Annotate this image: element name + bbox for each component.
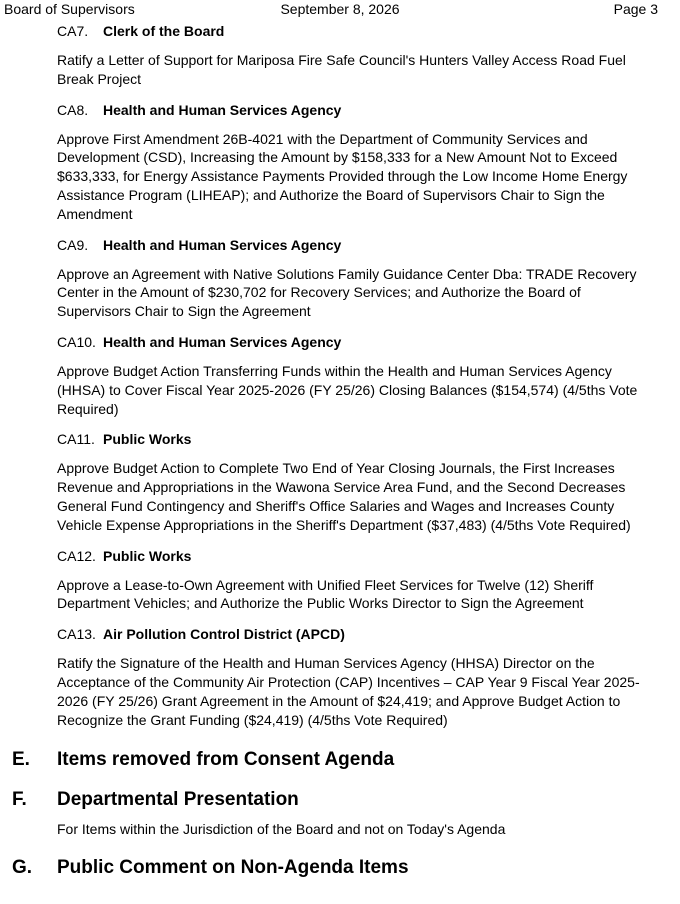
section-title: Departmental Presentation xyxy=(57,789,299,811)
agenda-item-ca7 xyxy=(0,21,680,89)
item-department: Health and Human Services Agency xyxy=(103,333,342,350)
agenda-item-ca13 xyxy=(0,624,680,729)
header-board-name: Board of Supervisors xyxy=(4,1,135,17)
item-department: Health and Human Services Agency xyxy=(103,236,342,253)
section-letter: G. xyxy=(12,857,33,879)
agenda-item-ca11 xyxy=(0,429,680,534)
agenda-item-heading xyxy=(57,235,680,256)
agenda-item-heading xyxy=(57,100,680,121)
item-number: CA8. xyxy=(57,101,89,118)
item-number: CA12. xyxy=(57,547,96,564)
agenda-item-heading xyxy=(57,624,680,645)
item-description: Approve First Amendment 26B-4021 with the Department of Community Services and Development (CSD), Increasing the Amount by $158,333 for a New Amount Not to Exceed $633,333, for Energy Assistance Payments Provided through the Low Income Home Energy Assistance Program (LIHEAP); and Authorize the Board of Supervisors Chair to Sign the Amendment xyxy=(57,130,628,222)
section-letter: F. xyxy=(12,789,27,811)
header-page-number: Page 3 xyxy=(613,1,658,17)
agenda-item-heading xyxy=(57,546,680,567)
section-letter: E. xyxy=(12,749,30,771)
agenda-item-ca9 xyxy=(0,235,680,321)
agenda-item-heading xyxy=(57,21,680,42)
section-e-heading xyxy=(0,740,680,780)
agenda-item-heading xyxy=(57,332,680,353)
item-number: CA13. xyxy=(57,626,96,643)
section-g-heading xyxy=(0,848,680,888)
item-description: Approve an Agreement with Native Solutions Family Guidance Center Dba: TRADE Recovery Center in the Amount of $230,702 for Recovery Services; and Authorize the Board of Supervisors Chair to Sign the Agreement xyxy=(57,265,637,320)
item-department: Public Works xyxy=(103,547,192,564)
item-number: CA11. xyxy=(57,431,95,448)
item-description: Approve a Lease-to-Own Agreement with Unified Fleet Services for Twelve (12) Sheriff Department Vehicles; and Authorize the Public Works Director to Sign the Agreement xyxy=(57,576,594,612)
section-title: Items removed from Consent Agenda xyxy=(57,749,395,771)
agenda-content xyxy=(0,21,680,888)
item-department: Air Pollution Control District (APCD) xyxy=(103,626,345,643)
agenda-item-ca8 xyxy=(0,100,680,224)
item-description: Ratify the Signature of the Health and Human Services Agency (HHSA) Director on the Acceptance of the Community Air Protection (CAP) Incentives – CAP Year 9 Fiscal Year 2025-2026 (FY 25/26) Grant Agreement in the Amount of $24,419; and Approve Budget Action to Recognize the Grant Funding ($24,419) (4/5ths Vote Required) xyxy=(57,655,640,728)
section-f-heading xyxy=(0,780,680,820)
agenda-item-ca10 xyxy=(0,332,680,418)
item-number: CA10. xyxy=(57,333,96,350)
item-department: Health and Human Services Agency xyxy=(103,101,342,118)
section-f-note: For Items within the Jurisdiction of the Board and not on Today's Agenda xyxy=(57,821,506,838)
header-date: September 8, 2026 xyxy=(280,1,400,17)
item-number: CA7. xyxy=(57,23,89,39)
item-description: Ratify a Letter of Support for Mariposa Fire Safe Council's Hunters Valley Access Road Fuel Break Project xyxy=(57,52,626,87)
page-header xyxy=(0,0,680,20)
item-number: CA9. xyxy=(57,236,89,253)
item-department: Public Works xyxy=(103,431,192,448)
item-description: Approve Budget Action Transferring Funds within the Health and Human Services Agency (HHSA) to Cover Fiscal Year 2025-2026 (FY 25/26) Closing Balances ($154,574) (4/5ths Vote Required) xyxy=(57,362,638,417)
agenda-item-ca12 xyxy=(0,546,680,614)
agenda-item-heading xyxy=(57,429,680,450)
section-title: Public Comment on Non-Agenda Items xyxy=(57,857,409,879)
item-department: Clerk of the Board xyxy=(103,23,225,39)
item-description: Approve Budget Action to Complete Two End of Year Closing Journals, the First Increases Revenue and Appropriations in the Wawona Service Area Fund, and the Second Decreases General Fund Contingency and Sheriff's Office Salaries and Wages and Increases County Vehicle Expense Appropriations in the Sheriff's Department ($37,483) (4/5ths Vote Required) xyxy=(57,460,631,533)
